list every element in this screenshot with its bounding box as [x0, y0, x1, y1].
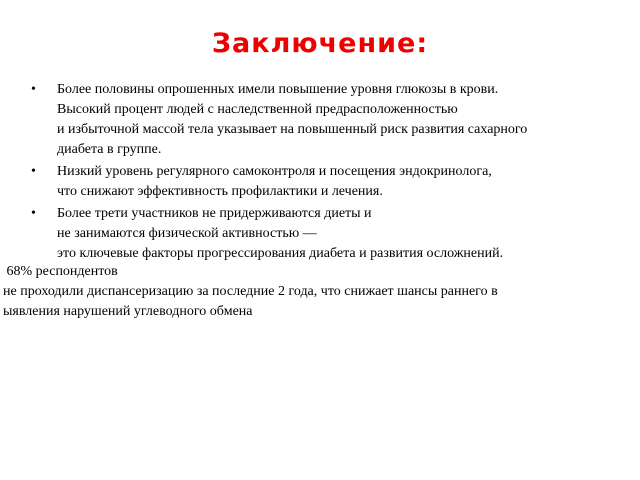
bullet-line: что снижают эффективность профилактики и лечения. — [57, 184, 383, 199]
bullet-line: Высокий процент людей с наследственной предрасположенностью — [57, 102, 458, 117]
extra-line: 68% респондентов — [3, 264, 118, 279]
bullet-line: это ключевые факторы прогрессирования диабета и развития осложнений. — [57, 246, 504, 261]
extra-line: ыявления нарушений углеводного обмена — [3, 304, 253, 319]
bullet-line: и избыточной массой тела указывает на повышенный риск развития сахарного — [57, 122, 528, 137]
bullet-line: не занимаются физической активностью — — [57, 226, 317, 241]
extra-text-block — [3, 262, 633, 322]
extra-line: не проходили диспансеризацию за последние 2 года, что снижает шансы раннего в — [3, 284, 498, 299]
slide-title: Заключение: — [211, 28, 429, 59]
bullet-marker: • — [31, 164, 36, 179]
bullet-item — [0, 80, 640, 160]
bullet-line: Более половины опрошенных имели повышение уровня глюкозы в крови. — [57, 82, 499, 97]
bullet-marker: • — [31, 82, 36, 97]
bullet-line: Более трети участников не придерживаются диеты и — [57, 206, 372, 221]
conclusion-bullet-list — [0, 80, 640, 266]
bullet-item — [0, 204, 640, 264]
bullet-line: Низкий уровень регулярного самоконтроля и посещения эндокринолога, — [57, 164, 492, 179]
bullet-marker: • — [31, 206, 36, 221]
bullet-line: диабета в группе. — [57, 142, 162, 157]
bullet-item — [0, 162, 640, 202]
